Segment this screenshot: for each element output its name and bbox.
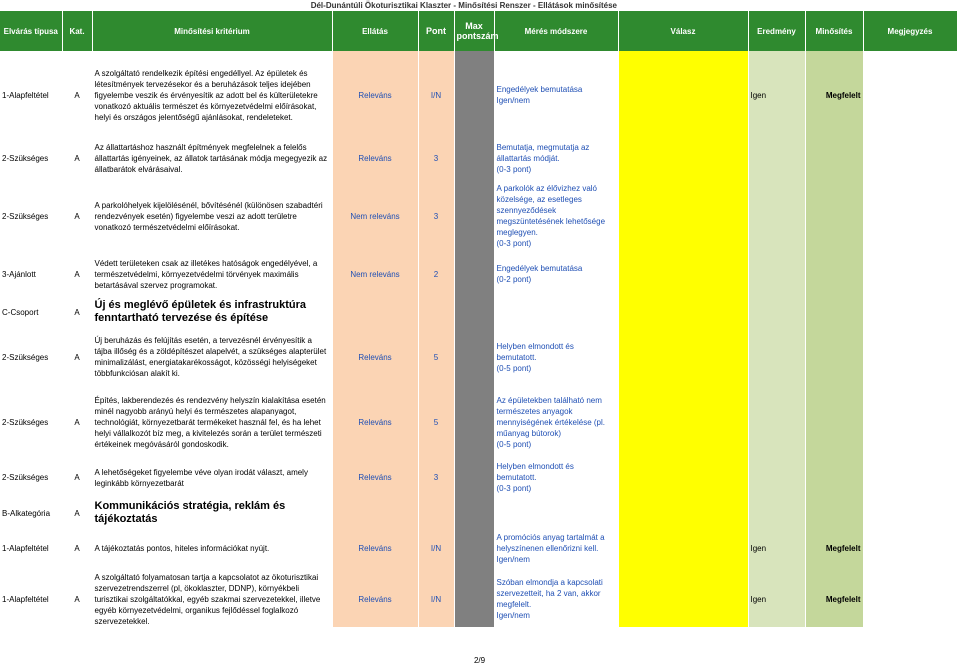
cell-max-points: [454, 139, 494, 177]
cell-points: [418, 500, 454, 526]
header-type: Elvárás típusa: [0, 11, 62, 51]
cell-rating: [805, 139, 863, 177]
cell-max-points: [454, 500, 494, 526]
cell-service: Releváns: [332, 57, 418, 133]
cell-criterion: A lehetőségeket figyelembe véve olyan irodát választ, amely leginkább környezetbarát: [92, 461, 332, 494]
cell-result: [748, 183, 805, 249]
cell-result: [748, 139, 805, 177]
cell-type: 1-Alapfeltétel: [0, 571, 62, 627]
cell-note: [863, 571, 957, 627]
cell-service: Releváns: [332, 571, 418, 627]
cell-max-points: [454, 57, 494, 133]
cell-type: 2-Szükséges: [0, 389, 62, 455]
header-criterion: Minősítési kritérium: [92, 11, 332, 51]
header-max-points: Max pontszám: [454, 11, 494, 51]
cell-method: A promóciós anyag tartalmát a helyszínenen ellenőrizni kell. Igen/nem: [494, 532, 618, 565]
cell-type: 1-Alapfeltétel: [0, 57, 62, 133]
cell-result: [748, 255, 805, 293]
rating-table: [0, 11, 958, 627]
cell-method: Helyben elmondott és bemutatott. (0-5 pont): [494, 331, 618, 383]
cell-type: 1-Alapfeltétel: [0, 532, 62, 565]
cell-max-points: [454, 299, 494, 325]
header-rating: Minősítés: [805, 11, 863, 51]
cell-service: Releváns: [332, 461, 418, 494]
cell-result: [748, 389, 805, 455]
cell-answer: [618, 299, 748, 325]
cell-rating: Megfelelt: [805, 532, 863, 565]
table-row: [0, 139, 957, 177]
table-row: [0, 299, 957, 325]
cell-service: Releváns: [332, 331, 418, 383]
header-result: Eredmény: [748, 11, 805, 51]
cell-answer: [618, 532, 748, 565]
cell-points: 5: [418, 389, 454, 455]
cell-answer: [618, 500, 748, 526]
cell-answer: [618, 389, 748, 455]
page-number: 2/9: [473, 656, 486, 665]
cell-answer: [618, 571, 748, 627]
cell-kat: A: [62, 532, 92, 565]
cell-method: Helyben elmondott és bemutatott. (0-3 pont): [494, 461, 618, 494]
cell-rating: [805, 331, 863, 383]
cell-max-points: [454, 571, 494, 627]
table-row: [0, 389, 957, 455]
cell-note: [863, 389, 957, 455]
cell-result: [748, 299, 805, 325]
cell-note: [863, 139, 957, 177]
table-row: [0, 461, 957, 494]
header-points: Pont: [418, 11, 454, 51]
cell-rating: Megfelelt: [805, 57, 863, 133]
cell-result: Igen: [748, 571, 805, 627]
cell-points: 3: [418, 461, 454, 494]
cell-answer: [618, 331, 748, 383]
cell-type: 2-Szükséges: [0, 331, 62, 383]
cell-kat: A: [62, 571, 92, 627]
cell-method: A parkolók az élővizhez való közelsége, az esetleges szennyeződések megszüntetésének lehetősége meglegyen. (0-3 pont): [494, 183, 618, 249]
cell-kat: A: [62, 255, 92, 293]
cell-method: [494, 299, 618, 325]
cell-note: [863, 57, 957, 133]
cell-service: Nem releváns: [332, 255, 418, 293]
cell-criterion: Az állattartáshoz használt építmények megfelelnek a felelős állattartás igényeinek, az állatok tartásának módja megegyezik az állatbarátok elvárásaival.: [92, 139, 332, 177]
cell-service: Releváns: [332, 389, 418, 455]
cell-note: [863, 500, 957, 526]
cell-criterion: A tájékoztatás pontos, hiteles információkat nyújt.: [92, 532, 332, 565]
cell-rating: Megfelelt: [805, 571, 863, 627]
cell-rating: [805, 299, 863, 325]
cell-service: [332, 299, 418, 325]
cell-criterion: Építés, lakberendezés és rendezvény helyszín kialakítása esetén minél nagyobb arányú helyi és természetes alapanyagot, technológiát, környezetbarát termékeket használ fel, és ha lehet helyi vállalkozót bíz meg, a kivitelezés során a terület természeti értékeinek megóvásáról gondoskodik.: [92, 389, 332, 455]
cell-kat: A: [62, 299, 92, 325]
cell-type: 2-Szükséges: [0, 183, 62, 249]
cell-method: Bemutatja, megmutatja az állattartás módját. (0-3 pont): [494, 139, 618, 177]
cell-kat: A: [62, 331, 92, 383]
cell-rating: [805, 255, 863, 293]
table-row: [0, 331, 957, 383]
cell-criterion: Új és meglévő épületek és infrastruktúra fenntartható tervezése és építése: [92, 299, 332, 325]
cell-answer: [618, 139, 748, 177]
page-title: Dél-Dunántúli Ökoturisztikai Klaszter - Minősítési Renszer - Ellátások minősítése: [310, 1, 617, 10]
cell-type: C-Csoport: [0, 299, 62, 325]
cell-kat: A: [62, 57, 92, 133]
cell-points: I/N: [418, 57, 454, 133]
table-row: [0, 532, 957, 565]
cell-type: 2-Szükséges: [0, 139, 62, 177]
cell-points: 3: [418, 139, 454, 177]
cell-method: Engedélyek bemutatása (0-2 pont): [494, 255, 618, 293]
cell-criterion: A szolgáltató folyamatosan tartja a kapcsolatot az ökoturisztikai szervezetrendszerrel (pl, ökoklaszter, DDNP), környékbeli turisztikai szolgáltatókkal, egyéb szakmai szervezetekkel, illetve egyéb környezetvédelmi, organikus fejlődéssel foglalkozó szervezetekkel.: [92, 571, 332, 627]
header-row: [0, 11, 957, 51]
cell-points: I/N: [418, 532, 454, 565]
cell-answer: [618, 255, 748, 293]
cell-note: [863, 299, 957, 325]
cell-max-points: [454, 331, 494, 383]
cell-result: [748, 331, 805, 383]
cell-max-points: [454, 183, 494, 249]
cell-kat: A: [62, 500, 92, 526]
cell-note: [863, 255, 957, 293]
cell-points: 2: [418, 255, 454, 293]
table-row: [0, 571, 957, 627]
cell-result: Igen: [748, 57, 805, 133]
cell-method: Az épületekben található nem természetes anyagok mennyiségének értékelése (pl. műanyag bútorok) (0-5 pont): [494, 389, 618, 455]
cell-kat: A: [62, 389, 92, 455]
cell-kat: A: [62, 139, 92, 177]
cell-max-points: [454, 532, 494, 565]
cell-points: I/N: [418, 571, 454, 627]
table-row: [0, 57, 957, 133]
cell-kat: A: [62, 461, 92, 494]
cell-service: Nem releváns: [332, 183, 418, 249]
cell-result: Igen: [748, 532, 805, 565]
cell-rating: [805, 500, 863, 526]
cell-kat: A: [62, 183, 92, 249]
cell-type: 3-Ajánlott: [0, 255, 62, 293]
cell-max-points: [454, 461, 494, 494]
cell-note: [863, 331, 957, 383]
cell-note: [863, 183, 957, 249]
cell-answer: [618, 461, 748, 494]
cell-points: [418, 299, 454, 325]
header-method: Mérés módszere: [494, 11, 618, 51]
cell-service: Releváns: [332, 532, 418, 565]
cell-criterion: A szolgáltató rendelkezik építési engedéllyel. Az épületek és létesítmények tervezésekor és a beruházások teljes idejében figyelembe veszik és érvényesítik az adott bel és külterületekre vonatkozó aktuális természet és környezetvédelmi előírásokat, helyi és országos jelentőségű ajánlásokat, rendeleteket.: [92, 57, 332, 133]
cell-criterion: Új beruházás és felújítás esetén, a tervezésnél érvényesítik a tájba illőség és a zöldépítészet alapelvét, a szükséges alapterület minimalizálást, energiatakarékosságot, közösségi helyiségeket többfunkciósan alakít ki.: [92, 331, 332, 383]
table-row: [0, 183, 957, 249]
cell-note: [863, 532, 957, 565]
cell-max-points: [454, 255, 494, 293]
table-row: [0, 500, 957, 526]
cell-type: B-Alkategória: [0, 500, 62, 526]
cell-criterion: A parkolóhelyek kijelölésénél, bővítésénél (különösen szabadtéri rendezvények esetén) figyelembe veszi az adott területre vonatkozó természetvédelmi előírásokat.: [92, 183, 332, 249]
cell-rating: [805, 183, 863, 249]
cell-service: [332, 500, 418, 526]
cell-rating: [805, 389, 863, 455]
header-kat: Kat.: [62, 11, 92, 51]
cell-method: Szóban elmondja a kapcsolati szervezetteit, ha 2 van, akkor megfelelt. Igen/nem: [494, 571, 618, 627]
cell-points: 5: [418, 331, 454, 383]
cell-method: Engedélyek bemutatása Igen/nem: [494, 57, 618, 133]
cell-answer: [618, 57, 748, 133]
cell-answer: [618, 183, 748, 249]
cell-service: Releváns: [332, 139, 418, 177]
header-note: Megjegyzés: [863, 11, 957, 51]
header-answer: Válasz: [618, 11, 748, 51]
cell-rating: [805, 461, 863, 494]
cell-method: [494, 500, 618, 526]
table-row: [0, 255, 957, 293]
cell-criterion: Védett területeken csak az illetékes hatóságok engedélyével, a természetvédelmi, környezetvédelmi törvények maximális betartásával szervez programokat.: [92, 255, 332, 293]
cell-criterion: Kommunikációs stratégia, reklám és tájékoztatás: [92, 500, 332, 526]
cell-points: 3: [418, 183, 454, 249]
cell-type: 2-Szükséges: [0, 461, 62, 494]
header-service: Ellátás: [332, 11, 418, 51]
cell-result: [748, 461, 805, 494]
cell-result: [748, 500, 805, 526]
cell-max-points: [454, 389, 494, 455]
cell-note: [863, 461, 957, 494]
